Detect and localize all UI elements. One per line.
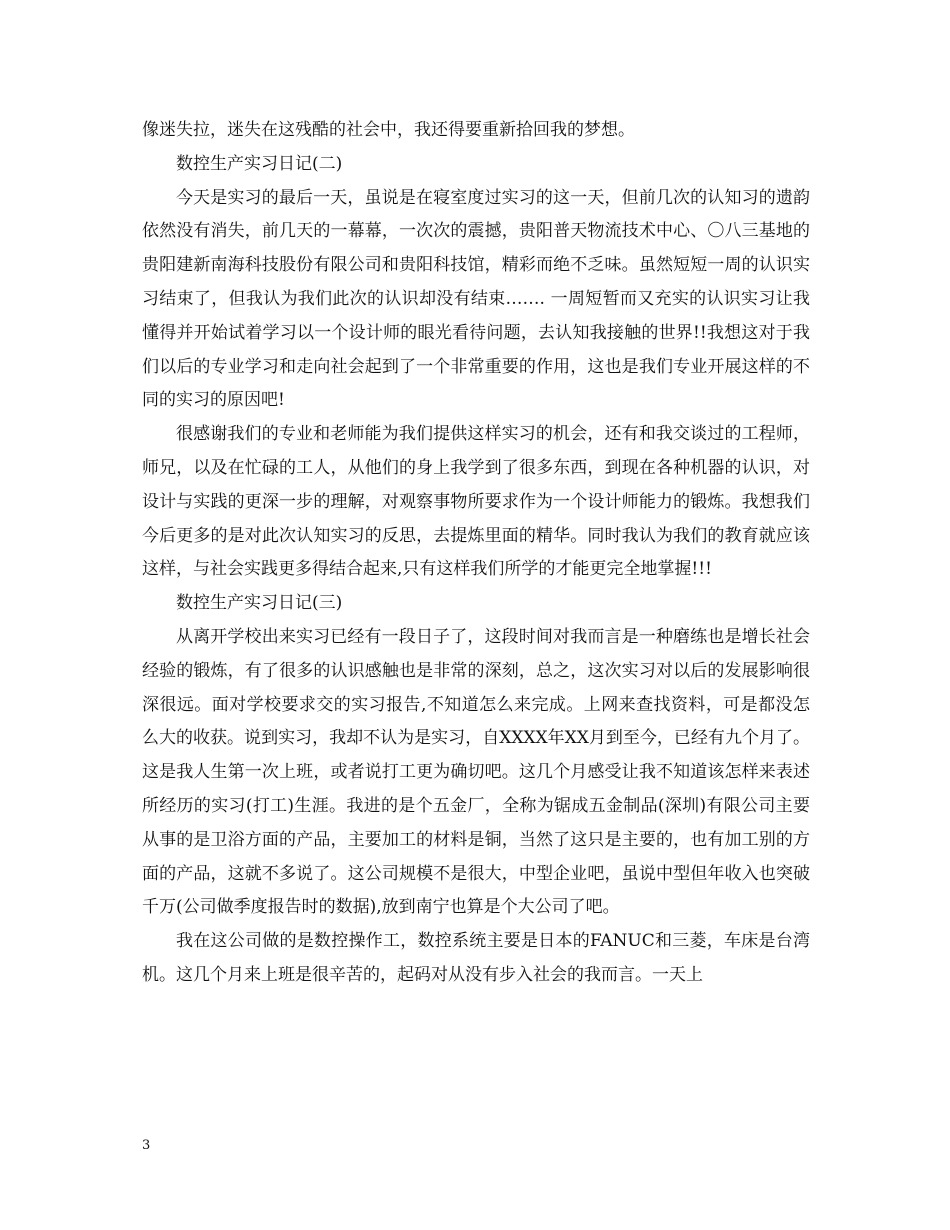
paragraph: 很感谢我们的专业和老师能为我们提供这样实习的机会，还有和我交谈过的工程师，师兄，以及在忙碌的工人，从他们的身上我学到了很多东西，到现在各种机器的认识，对设计与实践的更深一步的理解，对观察事物所要求作为一个设计师能力的锻炼。我想我们今后更多的是对此次认知实习的反思，去提炼里面的精华。同时我认为我们的教育就应该这样，与社会实践更多得结合起来,只有这样我们所学的才能更完全地掌握!!! xyxy=(142,424,810,580)
section-heading-diary-3: 数控生产实习日记(三) xyxy=(176,593,343,614)
paragraph-continuation: 像迷失拉，迷失在这残酷的社会中，我还得要重新拾回我的梦想。 xyxy=(142,120,635,140)
page-number: 3 xyxy=(142,1138,151,1153)
document-body xyxy=(142,114,810,993)
section-heading-diary-2: 数控生产实习日记(二) xyxy=(176,153,343,174)
paragraph: 从离开学校出来实习已经有一段日子了，这段时间对我而言是一种磨练也是增长社会经验的锻炼，有了很多的认识感触也是非常的深刻，总之，这次实习对以后的发展影响很深很远。面对学校要求交的实习报告,不知道怎么来完成。上网来查找资料，可是都没怎么大的收获。说到实习，我却不认为是实习，自XXXX年XX月到至今，已经有九个月了。这是我人生第一次上班，或者说打工更为确切吧。这几个月感受让我不知道该怎样来表述所经历的实习(打工)生涯。我进的是个五金厂，全称为锯成五金制品(深圳)有限公司主要从事的是卫浴方面的产品，主要加工的材料是铜，当然了这只是主要的，也有加工别的方面的产品，这就不多说了。这公司规模不是很大，中型企业吧，虽说中型但年收入也突破千万(公司做季度报告时的数据),放到南宁也算是个大公司了吧。 xyxy=(142,626,810,918)
paragraph: 今天是实习的最后一天，虽说是在寝室度过实习的这一天，但前几次的认知习的遗韵依然没有消失，前几天的一幕幕，一次次的震撼，贵阳普天物流技术中心、〇八三基地的贵阳建新南海科技股份有限公司和贵阳科技馆，精彩而绝不乏味。虽然短短一周的认识实习结束了，但我认为我们此次的认识却没有结束……. 一周短暂而又充实的认识实习让我懂得并开始试着学习以一个设计师的眼光看待问题，去认知我接触的世界!!我想这对于我们以后的专业学习和走向社会起到了一个非常重要的作用，这也是我们专业开展这样的不同的实习的原因吧! xyxy=(142,187,810,411)
paragraph: 我在这公司做的是数控操作工，数控系统主要是日本的FANUC和三菱，车床是台湾机。这几个月来上班是很辛苦的，起码对从没有步入社会的我而言。一天上 xyxy=(142,931,810,985)
